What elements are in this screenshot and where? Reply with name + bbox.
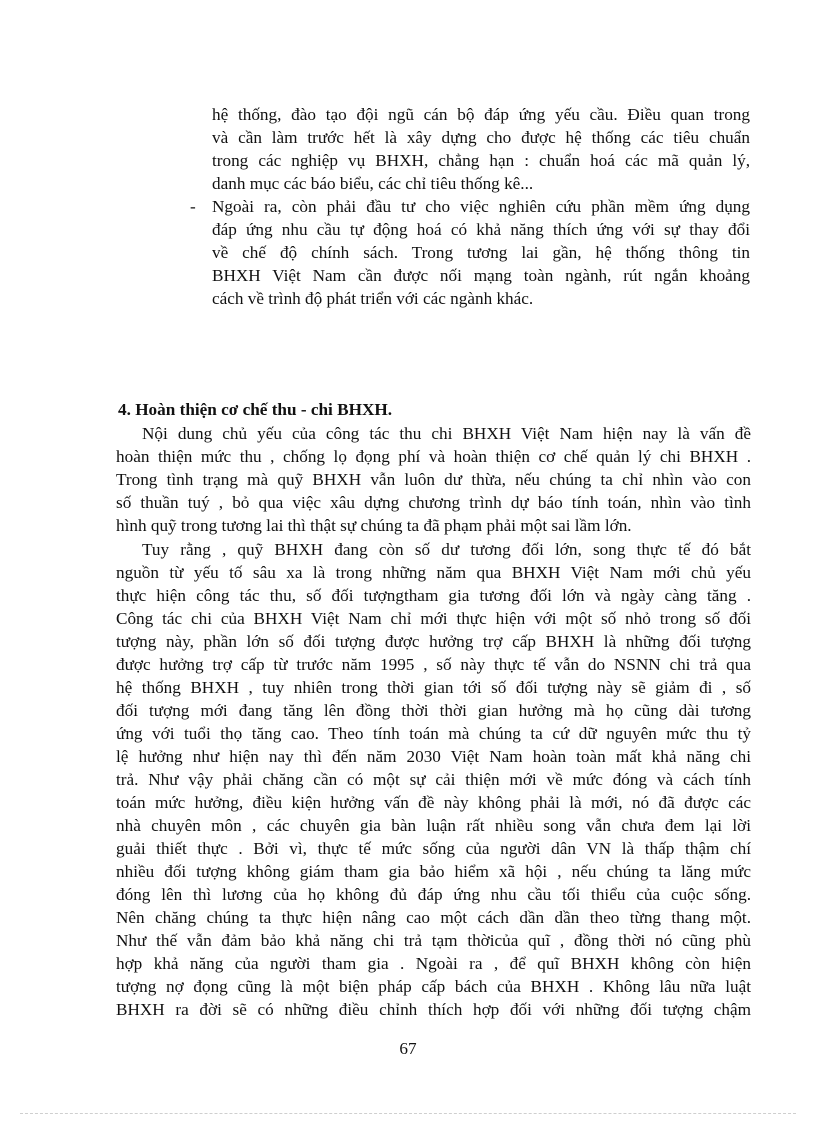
body-line: đối tượng mới đang tăng lên đồng thời thời gian hưởng mà họ cũng dài tương [116,701,751,720]
body-line: nguồn từ yếu tố sâu xa là trong những năm qua BHXH Việt Nam mới chủ yếu [116,563,751,582]
body-line: BHXH ra đời sẽ có những điều chỉnh thích hợp đối với những đối tượng chậm [116,1000,751,1019]
list-line: về chế độ chính sách. Trong tương lai gần, hệ thống thông tin [212,243,750,262]
list-line: hệ thống, đào tạo đội ngũ cán bộ đáp ứng yếu cầu. Điều quan trong [212,105,750,124]
list-line: danh mục các báo biểu, các chỉ tiêu thống kê... [212,174,534,193]
body-line: Công tác chi của BHXH Việt Nam chỉ mới thực hiện với một số nhỏ trong số đối [116,609,751,628]
body-line: được hưởng trợ cấp từ trước năm 1995 , số này thực tế vẫn do NSNN chi trả qua [116,655,751,674]
body-line: toán mức hưởng, điều kiện hưởng vấn đề này không phải là mới, nó đã được các [116,793,751,812]
body-line: ứng với tuổi thọ tăng cao. Theo tính toán mà chúng ta cứ dữ nguyên mức thu tỷ [116,724,751,743]
body-line: hợp khả năng của người tham gia . Ngoài ra , để quĩ BHXH không còn hiện [116,954,751,973]
page-number: 67 [399,1039,417,1058]
body-line: Nội dung chủ yếu của công tác thu chi BHXH Việt Nam hiện nay là vấn đề [142,424,751,443]
list-line: và cần làm trước hết là xây dựng cho được hệ thống các tiêu chuẩn [212,128,750,147]
body-line: Nên chăng chúng ta thực hiện nâng cao một cách dần dần theo từng thang một. [116,908,751,927]
body-line: Trong tình trạng mà quỹ BHXH vẫn luôn dư thừa, nếu chúng ta chỉ nhìn vào con [116,470,751,489]
body-line: đóng lên thì lương của họ không đủ đáp ứng nhu cầu tối thiểu của cuộc sống. [116,885,751,904]
bullet-dash: - [190,197,196,216]
list-line: BHXH Việt Nam cần được nối mạng toàn ngành, rút ngắn khoảng [212,266,750,285]
body-line: nhà chuyên môn , các chuyên gia bàn luận rất nhiều song vẫn chưa đem lại lời [116,816,751,835]
body-line: guải thiết thực . Bởi vì, thực tế mức sống của người dân VN là thấp thậm chí [116,839,751,858]
section-heading: 4. Hoàn thiện cơ chế thu - chi BHXH. [118,400,393,419]
body-line: trả. Như vậy phải chăng cần có một sự cải thiện mới về mức đóng và cách tính [116,770,751,789]
body-line: tượng này, phần lớn số đối tượng được hưởng trợ cấp BHXH là những đối tượng [116,632,751,651]
body-line: hoàn thiện mức thu , chống lọ đọng phí và hoàn thiện cơ chế quản lý chi BHXH . [116,447,751,466]
list-line: cách về trình độ phát triển với các ngành khác. [212,289,534,308]
body-line: hình quỹ trong tương lai thì thật sự chúng ta đã phạm phải một sai lầm lớn. [116,516,632,535]
body-line: tượng nợ đọng cũng là một biện pháp cấp bách của BHXH . Không lâu nữa luật [116,977,751,996]
body-line: Tuy rằng , quỹ BHXH đang còn số dư tương đối lớn, song thực tế đó bắt [142,540,751,559]
body-line: số thuần tuý , bỏ qua việc xâu dựng chương trình dự báo tính toán, nhìn vào tình [116,493,751,512]
page-bottom-divider [20,1113,796,1114]
list-line: đáp ứng nhu cầu tự động hoá có khả năng thích ứng với sự thay đổi [212,220,750,239]
list-line: trong các nghiệp vụ BHXH, chẳng hạn : chuẩn hoá các mã quản lý, [212,151,750,170]
body-line: Như thế vẫn đảm bảo khả năng chi trả tạm thờicủa quĩ , đồng thời nó cũng phù [116,931,751,950]
body-line: thực hiện công tác thu, số đối tượngtham gia tương đối lớn và ngày càng tăng . [116,586,751,605]
body-line: lệ hưởng như hiện nay thì đến năm 2030 Việt Nam hoàn toàn mất khả năng chi [116,747,751,766]
body-line: nhiều đối tượng không giám tham gia bảo hiểm xã hội , nếu chúng ta lăng mức [116,862,751,881]
body-line: hệ thống BHXH , tuy nhiên trong thời gian tới số đối tượng này sẽ giảm đi , số [116,678,751,697]
list-line: Ngoài ra, còn phải đầu tư cho việc nghiên cứu phần mềm ứng dụng [212,197,750,216]
